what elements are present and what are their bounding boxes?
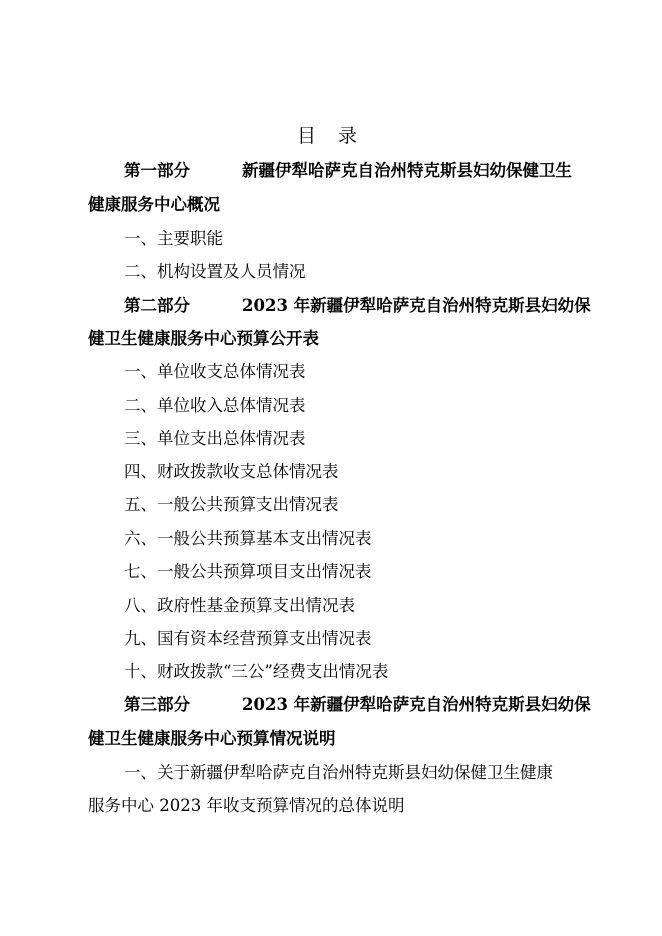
toc-item-continuation: 服务中心 2023 年收支预算情况的总体说明 <box>88 796 405 815</box>
part3-title-line2: 健卫生健康服务中心预算情况说明 <box>88 729 336 748</box>
toc-item: 十、财政拨款“三公”经费支出情况表 <box>124 662 389 681</box>
part1-heading <box>124 160 624 182</box>
toc-item: 二、单位收入总体情况表 <box>124 396 306 415</box>
part1-title-line1: 新疆伊犁哈萨克自治州特克斯县妇幼保健卫生 <box>242 161 572 180</box>
toc-item: 二、机构设置及人员情况 <box>124 262 306 281</box>
part3-label: 第三部分 <box>124 695 190 714</box>
toc-item: 一、关于新疆伊犁哈萨克自治州特克斯县妇幼保健卫生健康 <box>124 763 553 782</box>
part3-heading <box>124 694 624 716</box>
toc-item: 一、单位收支总体情况表 <box>124 362 306 381</box>
toc-item: 八、政府性基金预算支出情况表 <box>124 596 355 615</box>
page-title: 目 录 <box>296 125 366 147</box>
part1-title-line2: 健康服务中心概况 <box>88 195 220 214</box>
toc-item: 五、一般公共预算支出情况表 <box>124 495 339 514</box>
toc-item: 四、财政拨款收支总体情况表 <box>124 462 339 481</box>
toc-item: 九、国有资本经营预算支出情况表 <box>124 629 372 648</box>
part3-title-line1: 2023 年新疆伊犁哈萨克自治州特克斯县妇幼保 <box>242 695 591 714</box>
toc-item: 七、一般公共预算项目支出情况表 <box>124 562 372 581</box>
part2-title-line2: 健卫生健康服务中心预算公开表 <box>88 329 319 348</box>
part1-label: 第一部分 <box>124 161 190 180</box>
toc-item: 一、主要职能 <box>124 229 223 248</box>
part2-heading <box>124 295 624 317</box>
toc-item: 三、单位支出总体情况表 <box>124 429 306 448</box>
toc-item: 六、一般公共预算基本支出情况表 <box>124 529 372 548</box>
part2-title-line1: 2023 年新疆伊犁哈萨克自治州特克斯县妇幼保 <box>242 296 591 315</box>
part2-label: 第二部分 <box>124 296 190 315</box>
